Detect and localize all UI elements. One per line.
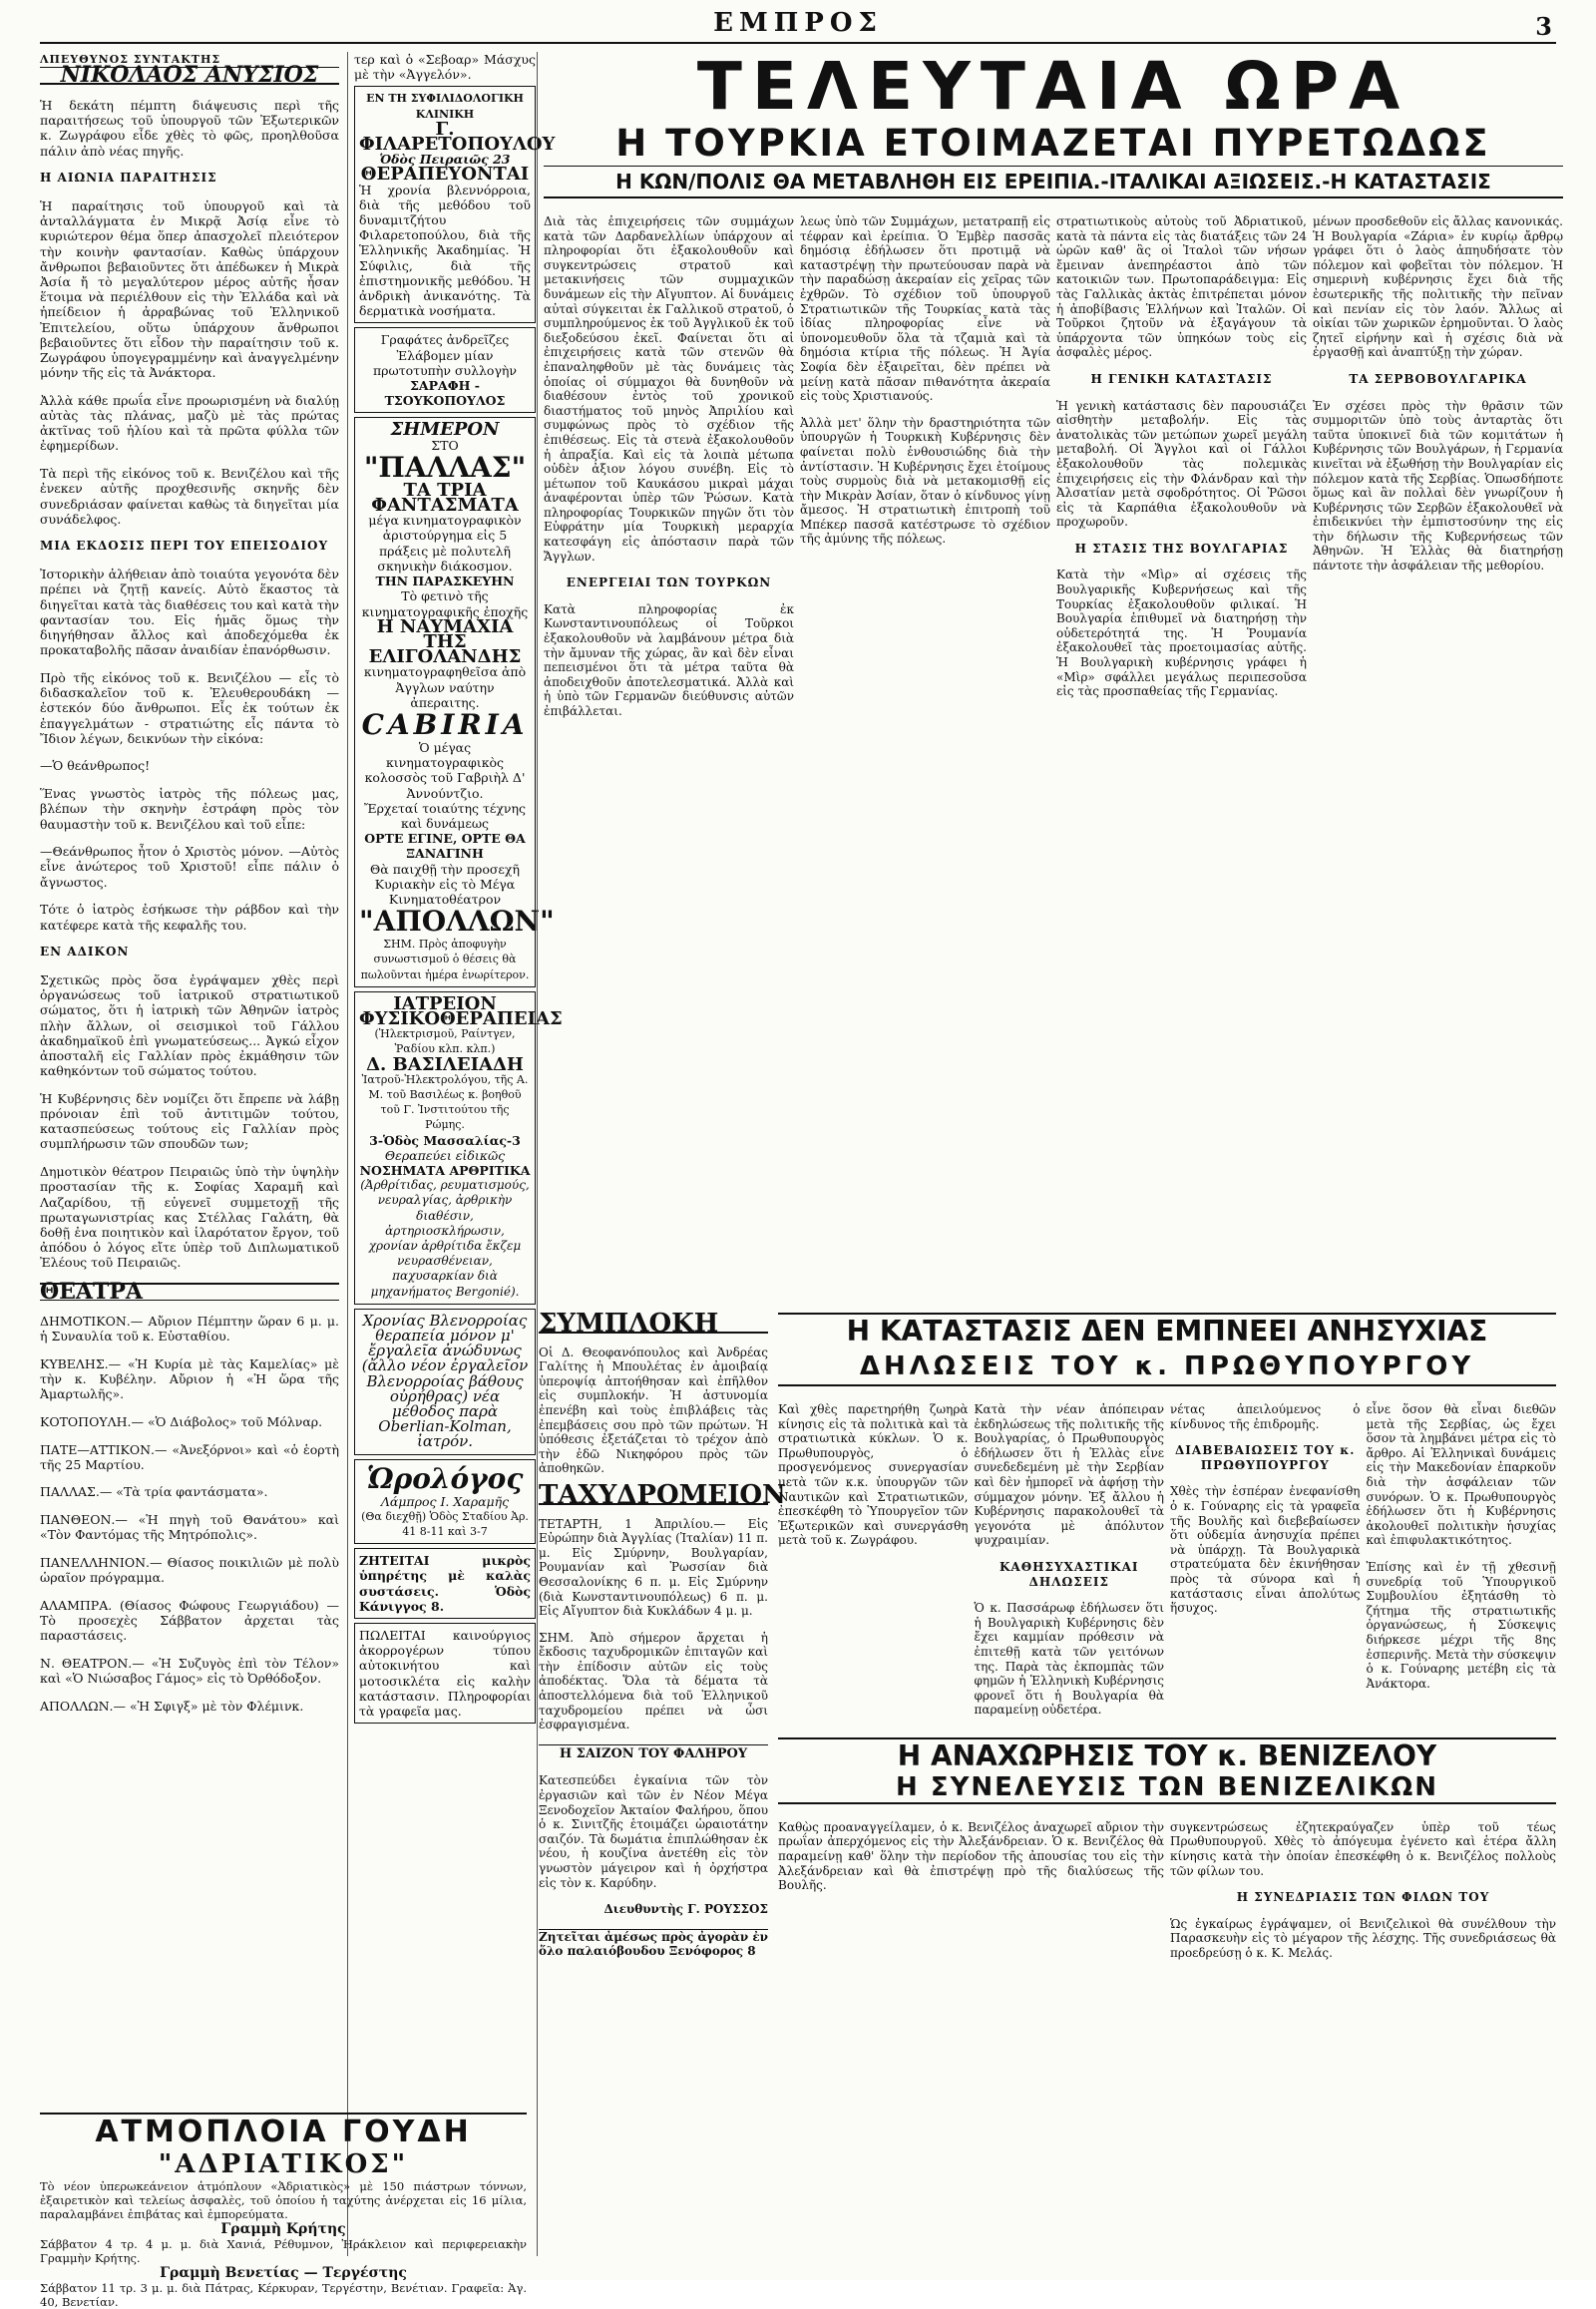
theatre-item: Ν. ΘΕΑΤΡΟΝ.— «Ἡ Συζυγὸς ἐπὶ τὸν Τέλον» καὶ «Ὁ Νιώσαβος Γάμος» εἰς τὸ Ὀρθόδοξον. (40, 1656, 339, 1687)
paragraph: Χθὲς τὴν ἑσπέραν ἐνεφανίσθη ὁ κ. Γούναρης εἰς τὰ γραφεῖα τῆς Βουλῆς καὶ διεβεβαίωσεν ὅτι οὐδεμία ἀνησυχία πρέπει νὰ ὑπάρχῃ. Τὰ Βουλγαρικὰ στρατεύματα δὲν ἐκινήθησαν πρὸς τὰ σύνορα καὶ ἡ κατάστασις εἶναι ἀπολύτως ἥσυχος. (1170, 1484, 1361, 1616)
today-label: ΣΗΜΕΡΟΝ (390, 419, 500, 441)
theatre-item: ΑΛΑΜΠΡΑ. (Θίασος Φώφους Γεωργιάδου) —Τὸ προσεχὲς Σάββατον ἀρχεται τὰς παραστάσεις. (40, 1597, 339, 1644)
doctor-text: Ἰατροῦ-Ἠλεκτρολόγου, τῆς Α. Μ. τοῦ Βασιλέως κ. βοηθοῦ τοῦ Γ. Ἰνστιτούτου τῆς Ρώμης. (361, 1072, 529, 1132)
pm-section (778, 1313, 1556, 1973)
iatreion: ΙΑΤΡΕΙΟΝ (393, 992, 497, 1014)
subhead: ΕΝ ΑΔΙΚΟΝ (40, 945, 130, 960)
theatre-item: ΚΟΤΟΠΟΥΛΗ.— «Ὁ Διάβολος» τοῦ Μόλναρ. (40, 1413, 323, 1429)
paragraph: Κατὰ τὴν «Μὶρ» αἱ σχέσεις τῆς Βουλγαρικῆς Κυβερνήσεως καὶ τῆς Τουρκίας ἐξακολουθοῦν φιλικαί. Ἡ Βουλγαρία ἐπιθυμεῖ νὰ διατηρήσῃ τὴν οὐδετερότητά της. Ἡ Ῥουμανία ἐξακολουθεῖ τὰς προετοιμασίας αὐτῆς. Ἡ Βουλγαρικὴ κυβέρνησις γράφει ἡ «Μὶρ» σφάλλει μεγάλως περιπεσοῦσα εἰς τὰς προσπαθείας τῆς Γερμανίας. (1056, 568, 1307, 699)
paragraph: Δημοτικὸν θέατρον Πειραιῶς ὑπὸ τὴν ὑψηλὴν προστασίαν τῆς κ. Σοφίας Χαραμῆ καὶ Λαζαρίδου, τῇ εὐγενεῖ συμμετοχῇ τῆς πρωταγωνιστρίας κας Στέλλας Γαλάτη, θὰ δοθῇ ἐνα ποιητικὸν καὶ ἱλαρότατον ἔργον, τοῦ ἀπόδου ὁ λόγος εἴτε ὑπὲρ τοῦ Διπλωματικοῦ Ἐλέους τοῦ Πειραιῶς. (40, 1164, 339, 1271)
venizelos-heading: Η ΑΝΑΧΩΡΗΣΙΣ ΤΟΥ κ. ΒΕΝΙΖΕΛΟΥ (778, 1737, 1556, 1772)
watch-name: Λάμπρος Ι. Χαραμῆς (380, 1493, 510, 1509)
subhead: ΤΑ ΣΕΡΒΟΒΟΥΛΓΑΡΙΚΑ (1349, 371, 1527, 386)
route1-title: Γραμμὴ Κρήτης (220, 2221, 346, 2237)
theatre-item: ΑΠΟΛΛΩΝ.— «Ἡ Σφιγξ» μὲ τὸν Φλέμινκ. (40, 1698, 304, 1714)
misc-column (539, 1309, 786, 1971)
page-number: 3 (1535, 12, 1552, 41)
pallas-title: "ΠΑΛΛΑΣ" (363, 450, 527, 484)
author-name: ΝΙΚΟΛΑΟΣ ΑΝΥΣΙΟΣ (40, 68, 339, 85)
clinic-address: Ὁδὸς Πειραιῶς 23 (379, 152, 511, 168)
clinic-cure: ΘΕΡΑΠΕΥΟΝΤΑΙ (360, 164, 530, 186)
paragraph: Πρὸ τῆς εἰκόνος τοῦ κ. Βενιζέλου — εἶς τὸ διδασκαλεῖον τοῦ κ. Ἐλευθερουδάκη — ἐστεκόν δύο ἄνθρωποι. Εἶς ἐκ τούτων ἐκ ἐπαγγελμάτων - στρατιώτης εἶς πάντα τὸ Ἴδιον λέγων, δεικνύων τὴν εἰκόνα: (40, 669, 339, 746)
clinic-text: Ἡ χρονία βλεννόρροια, διὰ τῆς μεθόδου τοῦ δυναμιτζήτου Φιλαρετοπούλου, διὰ τῆς Ἑλληνικῆς Ἀκαδημίας. Ἡ Σύφιλις, διὰ τῆς ἐπιστημονικῆς μεθόδου. Ἡ ἀνδρικὴ ἀνικανότης. Τὰ δερματικὰ νοσήματα. (359, 182, 531, 319)
society-ad (354, 327, 536, 413)
paragraph: Ἕνας γνωστὸς ἰατρὸς τῆς πόλεως μας, βλέπων τὴν σκηνὴν ἐστράφη πρὸς τὸν θαυμαστὴν τοῦ κ. Βενιζέλου καὶ τοῦ εἶπε: (40, 786, 339, 832)
watch-title: Ὡρολόγος (366, 1461, 524, 1495)
society-text: Γραφάτες ἀνδρεῖζες Ἐλάβομεν μίαν πρωτοτυπὴν συλλογὴν (372, 332, 518, 378)
paragraph: —Ὁ θεάνθρωπος! (40, 758, 151, 774)
paragraph: Ἀλλὰ μετ' ὅλην τὴν δραστηριότητα τῶν ὑπουργῶν ἡ Τουρκικὴ Κυβέρνησις δὲν φαίνεται πολὺ ἐνθουσιώδης διὰ τὴν ἀντίστασιν. Ἡ Κυβέρνησις ἔχει ἑτοίμους τοὺς συρμοὺς διὰ νὰ μετακομισθῇ εἰς τὴν Μικρὰν Ἀσίαν, ὅταν ὁ κίνδυνος γίνῃ ἄμεσος. Ἡ στρατιωτικὴ ἐπιτροπὴ τοῦ Μπέκερ πασσᾶ κατέστρωσε τὸ σχέδιον τῆς ἀμύνης τῆς πόλεως. (800, 415, 1050, 547)
shipping-line2: "ΑΔΡΙΑΤΙΚΟΣ" (158, 2149, 409, 2179)
paragraph: Διὰ τὰς ἐπιχειρήσεις τῶν συμμάχων κατὰ τῶν Δαρδανελλίων ὑπάρχουν αἱ πληροφορίαι ὅτι ἐξακολουθοῦν καὶ συγκεντρώσεις στρατοῦ καὶ μετακινήσεις τῶν συμμαχικῶν δυνάμεων εἰς τὴν Αἴγυπτον. Αἱ δυνάμεις αὐταὶ σύγκειται ἐκ Γαλλικοῦ στρατοῦ, ὁ συμπληρούμενος ἐκ τοῦ Ἀγγλικοῦ ἐκ τοῦ διεξοδεύσου ἐκεῖ. Φαίνεται ὅτι αἱ ἐπιχειρήσεις κατὰ τῶν στενῶν θὰ ἐπαναληφθοῦν μὲ τὰς δυνάμεις τὰς ὁποίας οἱ σύμμαχοι θὰ δυνηθοῦν νὰ διαθέσουν ἐντὸς τοῦ χρονικοῦ διαστήματος τοῦ μηνὸς Ἀπριλίου καὶ συμφώνως πρὸς τὸ σχέδιον τῆς ἐπιθέσεως. Εἰς τὰ στενὰ ἐξακολουθοῦν ἡ ἀπραξία. Καὶ εἰς τὰ λοιπὰ μέτωπα οὐδὲν ἀξιον λόγου συνέβη. Εἰς τὸ μέτωπον τοῦ Καυκάσου μικραὶ μάχαι ἀναφέρονται ὑπὲρ τῶν Ῥώσων. Κατὰ πληροφορίας Τουρκικῶν πηγῶν ὅτι τὸν Εὐφράτην μία Τουρκικὴ μεραρχία κατεσφάγη εἰς ἀπόστασιν παρὰ τῶν Ἄγγλων. (544, 214, 794, 564)
venizelos-column-1 (778, 1808, 1164, 1973)
theatre-heading: ΘΕΑΤΡΑ (40, 1283, 339, 1301)
paragraph: νέτας ἀπειλούμενος ὁ κίνδυνος τῆς ἐπιδρομῆς. (1170, 1402, 1361, 1431)
subhead: ΜΙΑ ΕΚΔΟΣΙΣ ΠΕΡΙ ΤΟΥ ΕΠΕΙΣΟΔΙΟΥ (40, 539, 329, 554)
subhead: ΕΝΕΡΓΕΙΑΙ ΤΩΝ ΤΟΥΡΚΩΝ (566, 576, 772, 590)
watch-address: (Θα διεχθῇ) Ὁδὸς Σταδίου Ἀρ. 41 8-11 καὶ 3-7 (361, 1509, 529, 1539)
pallas-text: μέγα κινηματογραφικὸν ἀριστούργημα εἰς 5 πράξεις μὲ πολυτελῆ σκηνικὴν διάκοσμον. (368, 513, 522, 574)
venizelos-columns (778, 1808, 1556, 1973)
masthead (40, 8, 1556, 44)
column-left (40, 52, 339, 2256)
subhead: Η ΑΙΩΝΙΑ ΠΑΡΑΙΤΗΣΙΣ (40, 171, 217, 186)
paragraph: Ἀλλὰ κάθε πρωΐα εἶνε προωρισμένη νὰ διαλύῃ αὐτὰς τὰς πλάνας, μαζὺ μὲ τὰς πρώτας ἀκτῖνας τοῦ ἡλίου καὶ τὰ πρῶτα φύλλα τῶν ἐφημερίδων. (40, 392, 339, 454)
pm-heading: Η ΚΑΤΑΣΤΑΣΙΣ ΔΕΝ ΕΜΠΝΕΕΙ ΑΝΗΣΥΧΙΑΣ (778, 1313, 1556, 1348)
therapy-label: Θεραπεύει εἰδικῶς (384, 1147, 506, 1163)
cabiria-title: CABIRIA (361, 707, 529, 741)
symploki-title: ΣΥΜΠΛΟΚΗ (539, 1317, 768, 1334)
pallas-prefix: ΣΤΟ (431, 437, 459, 453)
paragraph: ΤΕΤΑΡΤΗ, 1 Ἀπριλίου.— Εἰς Εὐρώπην διὰ Ἀγγλίας (Ἰταλίαν) 11 π. μ. Εἰς Σμύρνην, Βουλγαρίαν, Ρουμανίαν καὶ Ῥωσσίαν διὰ Θεσσαλονίκης 6 π. μ. Εἰς Σμύρνην (διὰ Κωνσταντινουπόλεως) 6 π. μ. Εἰς Αἴγυπτον διὰ Κυκλάδων 4 μ. μ. (539, 1516, 768, 1619)
paragraph: Κατεσπεύδει ἐγκαίνια τῶν τὸν ἐργασιῶν καὶ τῶν ἐν Νέον Μέγα Ξενοδοχεῖον Ἀκταίον Φαλήρου, ὅπου ὁ κ. Σινιτζῆς ἑτοιμάζει ὡραιοτάτην σαιζόν. Τὰ δωμάτια ἐπιπλώθησαν ἐκ νέου, ἡ κουζίνα ἀνετέθη εἰς τὸν γνωστὸν μάγειρον καὶ ἡ ὀρχήστρα εἰς τὸν κ. Καρύδην. (539, 1773, 768, 1890)
shipping-line1: ΑΤΜΟΠΛΟΙΑ ΓΟΥΔΗ (95, 2115, 472, 2149)
route2-title: Γραμμὴ Βενετίας — Τεργέστης (160, 2265, 407, 2281)
paragraph: Κατὰ τὴν νέαν ἀπόπειραν ἐκδηλώσεως τῆς πολιτικῆς τῆς Βουλγαρίας, ὁ Πρωθυπουργὸς ἐδήλωσεν ὅτι ἡ Ἑλλὰς εἶνε συνεδεδεμένη μὲ τὴν Σερβίαν καὶ δὲν ἠμπορεῖ νὰ ἀφήσῃ τὴν σύμμαχον μόνην. Ἐξ ἄλλου ἡ Κυβέρνησις παρακολουθεῖ τὰ γεγονότα μὲ ἀπόλυτον ψυχραιμίαν. (974, 1402, 1164, 1548)
theatre-list (40, 1314, 339, 1714)
physio-title: ΦΥΣΙΚΟΘΕΡΑΠΕΙΑΣ (359, 1007, 563, 1029)
sell-text: ΠΩΛΕΙΤΑΙ καινούργιος ἀκορρογέρων τύπου αὐτοκινήτου καὶ μοτοσικλέτα εἰς καλὴν κατάστασιν. Πληροφορίαι τὰ γραφεῖα μας. (359, 1628, 531, 1720)
subhead: Η ΓΕΝΙΚΗ ΚΑΤΑΣΤΑΣΙΣ (1090, 371, 1273, 386)
cabiria-text: Ὁ μέγας κινηματογραφικὸς κολοσσὸς τοῦ Γαβριὴλ Δ' Ἀννούντζιο. (364, 739, 526, 801)
paragraph: λεως ὑπὸ τῶν Συμμάχων, μετατραπῇ εἰς τέφραν καὶ ἐρείπια. Ὁ Ἐμβὲρ πασσᾶς δημόσιᾳ ἐδήλωσεν ὅτι προτιμᾷ νὰ καταστρέψῃ τὴν πρωτεύουσαν παρὰ νὰ τὴν παραδώσῃ ἀκεραίαν εἰς χεῖρας τῶν ἐχθρῶν. Τὸ σχέδιον τοῦ ὑπουργοῦ Στρατιωτικῶν τῆς Τουρκίας κατὰ τὰς ἰδίας πληροφορίας εἶνε νὰ ὑπονομευθοῦν ὅλα τὰ τζαμιὰ καὶ τὰ δημόσια κτίρια τῆς πόλεως. Ἡ Ἁγία Σοφία δὲν ἐξαιρεῖται, δὲν πρέπει νὰ μείνῃ κατὰ πᾶσαν πιθανότητα ἀκεραία εἰς τοὺς Χριστιανούς. (800, 214, 1050, 404)
orte-text: Ἔρχεταί τοιαύτης τέχνης καὶ δυνάμεως (363, 800, 527, 831)
paragraph: ΣΗΜ. Ἀπὸ σήμερον ἄρχεται ἡ ἔκδοσις ταχυδρομικῶν ἐπιταγῶν καὶ τὴν ἐπίδοσιν αὐτῶν εἰς τοὺς ἀποδέκτας. Ὅλα τὰ δέματα τὰ ἀποστελλόμενα διὰ τοῦ Ἑλληνικοῦ ταχυδρομείου πρέπει νὰ ὦσι ἐσφραγισμένα. (539, 1630, 768, 1732)
news-column-b (800, 202, 1050, 731)
physio-sub: (Ἠλεκτρισμοῦ, Ραίντγεν, Ῥαδίου κλπ. κλπ.) (374, 1027, 516, 1056)
subhead: ΔΙΑΒΕΒΑΙΩΣΕΙΣ ΤΟΥ κ. ΠΡΩΘΥΠΟΥΡΓΟΥ (1175, 1443, 1356, 1472)
friday-label: ΤΗΝ ΠΑΡΑΣΚΕΥΗΝ (375, 574, 515, 589)
paragraph: Ἡ παραίτησις τοῦ ὑπουργοῦ καὶ τὰ ἀνταλλάγματα ἐν Μικρᾷ Ἀσίᾳ εἶνε τὸ κυριώτερον θέμα ὅπερ ἀπασχολεῖ πλειότερον τὴν κοινὴν φαντασίαν. Καθὼς ὑπάρχουν ἄνθρωποι βεβαιοῦντες ὅτι ἀπέδωκεν ἡ Μικρὰ Ἀσία ἤ τὸ μεγαλύτερον μέρος αὐτῆς ἦσαν ἕτοιμα νὰ περιέλθουν εἰς τὴν Ἑλλάδα καὶ νὰ ἠπείδειον ἡ ἀρραβώνας τοῦ Ἑλληνικοῦ Ἐπιτελείου, οὕτω ὑπάρχουν ἄνθρωποι βεβαιοῦντες ὅτι εἶδον τὴν παραίτησιν τοῦ κ. Ζωγράφου ὑπογεγραμμένην καὶ ἀναγγελμένην μόνην τῆς εἰς τὰ Ἀνάκτορα. (40, 197, 339, 381)
news-column-a (544, 202, 794, 731)
seek-ad (354, 1548, 536, 1619)
seek-text: ΖΗΤΕΙΤΑΙ μικρὸς ὑπηρέτης μὲ καλὰς συστάσεις. Ὁδὸς Κάνιγγος 8. (359, 1553, 531, 1614)
subhead: Η ΣΥΝΕΔΡΙΑΣΙΣ ΤΩΝ ΦΙΛΩΝ ΤΟΥ (1236, 1890, 1490, 1905)
wanted-ad: Ζητεῖται ἀμέσως πρὸς ἀγορὰν ἐν ὅλο παλαιόβουδου Ξενόφορος 8 (539, 1929, 768, 1959)
vleno-text: Χρονίας Βλενορροίας θεραπεία μόνον μ' ἔργαλεῖα ἀνώδυνως (ἄλλο νέον ἐργαλεῖον Βλενορροίας βάθους οὐρήθρας) νέα μέθοδος παρὰ Oberlian-Kolman, ἰατρόν. (361, 1311, 529, 1451)
paragraph: Ἡ Κυβέρνησις δὲν νομίζει ὅτι ἔπρεπε νὰ λάβῃ πρόνοιαν ἐπὶ τοῦ ἀντιτιμῶν τούτου, κατασπεύσεως τούτους εἰς Γαλλίαν πρὸς συμπλήρωσιν τῶν σπουδῶν των; (40, 1090, 339, 1152)
paragraph: εἶνε ὅσον θὰ εἶναι διεθῶν μετὰ τῆς Σερβίας, ὡς ἔχει ὅσον τὰ λημβάνει μέτρα εἰς τὸ ἄρθρο. Αἱ Ἑλληνικαὶ δυνάμεις εἰς τὴν Μακεδονίαν ἐπαρκοῦν διὰ τὴν ἀσφάλειαν τῶν συνόρων. Ὁ κ. Πρωθυπουργὸς ἐδήλωσεν ὅτι ἡ Κυβέρνησις ἀκολουθεῖ πολιτικὴν ἡσυχίας καὶ ἐπιφυλακτικότητος. (1366, 1402, 1556, 1548)
ad-top-text: τερ καὶ ὁ «Σεβοαρ» Μάσχυς μὲ τὴν «Ἀγγελόν». (354, 52, 536, 83)
section-label: ΛΠΕΥΘΥΝΟΣ ΣΥΝΤΑΚΤΗΣ (40, 52, 339, 68)
theatre-item: ΠΑΝΘΕΟΝ.— «Ἡ πηγὴ τοῦ Θανάτου» καὶ «Τὸν Φαντόμας τῆς Μητρόπολις». (40, 1512, 339, 1543)
column-ads (347, 52, 563, 2256)
venizelos-column-2 (1170, 1808, 1556, 1973)
apollon-text: Θὰ παιχθῇ τὴν προσεχῆ Κυριακὴν εἰς τὸ Μέγα Κινηματοθέατρον (370, 861, 520, 907)
pm-column-4 (1367, 1390, 1557, 1730)
watch-ad (354, 1459, 536, 1545)
disease-title: ΝΟΣΗΜΑΤΑ ΑΡΘΡΙΤΙΚΑ (359, 1163, 531, 1178)
faliro-title: Η ΣΑΙΖΟΝ ΤΟΥ ΦΑΛΗΡΟΥ (539, 1744, 768, 1762)
paragraph: στρατιωτικοὺς αὐτοὺς τοῦ Ἀδριατικοῦ, κατὰ τὰ πάντα εἰς τὰς διατάξεις τῶν 24 ὡρῶν καθ' ἃς οἱ Ἰταλοὶ τῶν νήσων ἔμειναν ἀνεπηρέαστοι ἀπὸ τῶν κατοικιῶν των. Πρωτοπαράδειγμα: Εἰς τὰς Γαλλικὰς ἀκτὰς ἐπιτρέπεται μόνον ἡ ἀποβίβασις Ἑλλήνων καὶ Ἰταλῶν. Οἱ Τοῦρκοι ζητοῦν νὰ ἐξαγάγουν τὰ ὑπάρχοντα τῶν ὑπηκόων τοὺς εἰς ἀσφαλὲς μέρος. (1056, 214, 1307, 360)
paragraph: Τὰ περὶ τῆς εἰκόνος τοῦ κ. Βενιζέλου καὶ τῆς ἐνεκεν αὐτῆς προχθεσινῆς σκηνῆς δὲν συνεδριάσαν φαίνεται καθὼς τὰ διηγεῖται μία συνάδελφος. (40, 466, 339, 527)
paragraph: Καὶ χθὲς παρετηρήθη ζωηρὰ κίνησις εἰς τὰ πολιτικὰ καὶ τὰ στρατιωτικὰ κύκλων. Ὁ κ. Πρωθυπουργὸς, ὁ προσγενόμενος συνεργασίαν μετὰ τῶν κ.κ. ὑπουργῶν τῶν Ναυτικῶν καὶ Στρατιωτικῶν, ἐπεσκέφθη τὸ Ὑπουργεῖον τῶν Ἐξωτερικῶν καὶ συνεργάσθη μετὰ τοῦ κ. Ζωγράφου. (778, 1402, 969, 1548)
headline-main: ΤΕΛΕΥΤΑΙΑ ΩΡΑ (696, 48, 1410, 125)
doctor-address: 3-Ὁδὸς Μασσαλίας-3 (369, 1132, 521, 1148)
pm-subheading: ΔΗΛΩΣΕΙΣ ΤΟΥ κ. ΠΡΩΘΥΠΟΥΡΓΟΥ (778, 1348, 1556, 1386)
news-columns (544, 202, 1563, 731)
paragraph: Ἡ γενικὴ κατάστασις δὲν παρουσιάζει αἰσθητὴν μεταβολήν. Εἰς τὰς ἀνατολικὰς τῶν μετώπων χωρεῖ μεγάλη μεταβολή. Οἱ Ἄγγλοι καὶ οἱ Γάλλοι ἐξακολουθοῦν τὰς πολεμικὰς ἐπιχειρήσεις εἰς τὴν Φλάνδραν καὶ τὴν Ἀλσατίαν μετὰ σφοδρότητος. Οἱ Ῥῶσοι εἰς τὰ Καρπάθια ἐξακολουθοῦν νὰ προχωροῦν. (1056, 398, 1307, 530)
pm-columns (778, 1390, 1556, 1730)
pm-column-3 (1170, 1390, 1361, 1730)
subhead: ΚΑΘΗΣΥΧΑΣΤΙΚΑΙ ΔΗΛΩΣΕΙΣ (998, 1559, 1139, 1589)
paragraph: Ἐν σχέσει πρὸς τὴν θρᾶσιν τῶν συμμοριτῶν ὑπὸ τοὺς ἀνταρτὰς ὅτι ταῦτα ὑποκινεῖ διὰ τῶν κομιτάτων ἡ Κυβέρνησις τῶν Βουλγάρων, ἡ Γερμανία κινεῖται νὰ ἐξωθήσῃ τὴν Βουλγαρίαν εἰς πόλεμον κατὰ τῆς Σερβίας. Ὁπωσδήποτε ὅμως καὶ ἂν πολλαὶ δὲν γνωρίζουν ἡ Κυβέρνησις τῶν Σερβῶν ἐξακολουθεῖ νὰ ἐπιδεικνύει τὴν ἐμπιστοσύνην της εἰς τὴν δήλωσιν τῆς Κυβερνήσεως τῶν Ἀθηνῶν. Ἡ Ἑλλὰς θὰ διατηρήσῃ πάντοτε τὴν ἀσφάλειαν τῆς μεθορίου. (1313, 398, 1563, 574)
paragraph: μένων προσδεθοῦν εἰς ἄλλας κανονικάς. Ἡ Βουλγαρία «Ζάρια» ἐν κυρίῳ ἄρθρῳ γράφει ὅτι ὁ λαὸς ἀπηυδήσατε τὸν πόλεμον καὶ φοβεῖται τὸν πόλεμον. Ἡ σημερινὴ κυβέρνησις ἔχει διὰ τῆς ἐσωτερικῆς τῆς πολιτικῆς τὴν πεῖναν καὶ πενίαν εἰς τὸν λαόν. Ἄλλως αἱ οἰκίαι τῶν χωρικῶν ἐρημοῦνται. Ὁ λαὸς ζητεῖ εἰρήνην καὶ ἡ σχέσις διὰ νὰ ἐργασθῇ καὶ ἀναπτύξῃ τὴν χώραν. (1313, 214, 1563, 360)
paragraph: συγκεντρώσεως ἐζητεκραύγαζεν ὑπὲρ τοῦ τέως Πρωθυπουργοῦ. Χθὲς τὸ ἀπόγευμα ἐγένετο καὶ ἑτέρα ἄλλη κίνησις κατὰ τὴν ὁποίαν ἐπεσκέφθη ὁ κ. Βενιζέλος πολλοὺς τῶν φίλων του. (1170, 1819, 1556, 1878)
route1-text: Σάββατον 4 τρ. 4 μ. μ. διὰ Χανιά, Ρέθυμνον, Ἡράκλειον καὶ περιφερειακὴν Γραμμὴν Κρήτης. (40, 2237, 527, 2265)
paragraph: —Θεάνθρωπος ἦτον ὁ Χριστὸς μόνον. —Αὐτὸς εἶνε ἀνώτερος τοῦ Χριστοῦ! εἶπε πάλιν ὁ ἄγνωστος. (40, 844, 339, 890)
shipping-text: Τὸ νέον ὑπερωκεάνειον ἀτμόπλουν «Ἀδριατικὸς» μὲ 150 πιάστρων τόννων, ἐξαιρετικὸν καὶ τελείως ἀσφαλὲς, τοῦ ὁποίου ἡ ταχύτης ἀνέρχεται εἰς 16 μίλια, παραλαμβάνει ἐπιβάτας καὶ ἐμπορεύματα. (40, 2179, 527, 2221)
venizelos-subheading: Η ΣΥΝΕΛΕΥΣΙΣ ΤΩΝ ΒΕΝΙΖΕΛΙΚΩΝ (778, 1772, 1556, 1804)
theatre-item: ΠΑΛΛΑΣ.— «Τὰ τρία φαντάσματα». (40, 1484, 268, 1500)
theatre-item: ΚΥΒΕΛΗΣ.— «Ἡ Κυρία μὲ τὰς Καμελίας» μὲ τὴν κ. Κυβέλην. Αὔριον ἡ «Ἡ ὥρα τῆς Ἀμαρτωλῆς». (40, 1355, 339, 1402)
paragraph: Οἱ Δ. Θεοφανόπουλος καὶ Ἀνδρέας Γαλίτης ἡ Μπουλέτας ἐν ἀμοιβαίᾳ ὑπεροψίᾳ ἀπτοήθησαν καὶ ἐπῆλθον εἰς συμπλοκήν. Ἡ ἀστυνομία ἐπενέβη καὶ τοὺς ἐπιβλάβεις τὰς ἐπεμβάσεις σου πρὸ τῶν πρώτων. Ἡ ὑπόθεσις ἐξετάζεται τὸ τρέχον ἀπὸ τὴν ἐδῶ Νικηφόρου πρὸς τῶν ἀποθηκῶν. (539, 1345, 768, 1476)
headline-tertiary: Η ΚΩΝ/ΠΟΛΙΣ ΘΑ ΜΕΤΑΒΛΗΘΗ ΕΙΣ ΕΡΕΙΠΙΑ.-ΙΤΑΛΙΚΑΙ ΑΞΙΩΣΕΙΣ.-Η ΚΑΤΑΣΤΑΣΙΣ (544, 167, 1563, 198)
sell-ad (354, 1623, 536, 1724)
news-column-c (1056, 202, 1307, 731)
post-title: ΤΑΧΥΔΡΟΜΕΙΟΝ (539, 1479, 786, 1510)
paragraph: Ἡ δεκάτη πέμπτη διάψευσις περὶ τῆς παραιτήσεως τοῦ ὑπουργοῦ τῶν Ἐξωτερικῶν κ. Ζωγράφου εἶδε χθὲς τὸ φῶς, προηλθοῦσα πάλιν ἀπὸ νέας πηγῆς. (40, 97, 339, 159)
paragraph: Κατὰ πληροφορίας ἐκ Κωνσταντινουπόλεως οἱ Τοῦρκοι ἐξακολουθοῦν νὰ λαμβάνουν μέτρα διὰ τὴν ἄμυναν τῆς χώρας, ἂν καὶ δὲν εἶναι πεπεισμένοι ὅτι τὰ μέτρα ταῦτα θὰ ἀποδειχθοῦν ἀποτελεσματικά. Ἀλλὰ καὶ ἡ ὑπὸ τῶν Γερμανῶν διεύθυνσις αὐτῶν ἐπιβάλλεται. (544, 601, 794, 718)
clinic-name: Γ. ΦΙΛΑΡΕΤΟΠΟΥΛΟΥ (359, 118, 556, 156)
apollon-note: ΣΗΜ. Πρὸς ἀποφυγὴν συνωστισμοῦ ὁ θέσεις θὰ πωλοῦνται ἡμέρα ἐνωρίτερον. (360, 938, 530, 981)
headline-secondary: Η ΤΟΥΡΚΙΑ ΕΤΟΙΜΑΖΕΤΑΙ ΠΥΡΕΤΩΔΩΣ (544, 122, 1563, 167)
route2-text: Σάββατον 11 τρ. 3 μ. μ. διὰ Πάτρας, Κέρκυραν, Τεργέστην, Βενέτιαν. Γραφεῖα: Ἀγ. 40, Βενετίαν. (40, 2281, 527, 2309)
clinic-ad (354, 86, 556, 323)
signature: Διευθυντὴς Γ. ΡΟΥΣΣΟΣ (603, 1902, 768, 1917)
paragraph: Ἰστορικὴν ἀλήθειαν ἀπὸ τοιαύτα γεγονότα δὲν πρέπει νὰ ζητῇ κανείς. Αὐτὸ ἕκαστος τὰ διηγεῖται κατὰ τὰς διαθέσεις του καὶ κατὰ τὴν φαντασίαν του. Εἰς ἡμᾶς ὅμως τὴν διηγήθησαν ἄλλος καὶ ἀποδεχόμεθα ἐκ προκαταβολῆς πᾶσαν ἀναιδίαν ἐπανόρθωσιν. (40, 567, 339, 658)
paragraph: Ὡς ἐγκαίρως ἐγράψαμεν, οἱ Βενιζελικοὶ θὰ συνέλθουν τὴν Παρασκευὴν εἰς τὸ μέγαρον τῆς λέσχης. Τῆς συνεδριάσεως θὰ προεδρεύσῃ ὁ κ. Κ. Μελάς. (1170, 1916, 1556, 1961)
naval-text: κινηματογραφηθεῖσα ἀπὸ Ἀγγλων ναύτην ἀπεραιτης. (363, 664, 527, 710)
theatre-item: ΠΑΤΕ—ΑΤΤΙΚΟΝ.— «Ἀνεξόρνοι» καὶ «ὁ ἑορτὴ τῆς 25 Μαρτίου. (40, 1441, 339, 1472)
naval-title: Η ΝΑΥΜΑΧΙΑ ΤΗΣ ΕΛΙΓΟΛΑΝΔΗΣ (368, 615, 522, 668)
friday-text: Τὸ φετινὸ τῆς κινηματογραφικῆς ἐποχῆς (361, 588, 529, 619)
pallas-ad (354, 417, 555, 986)
newspaper-title: ΕΜΠΡΟΣ (713, 8, 883, 38)
theatre-item: ΠΑΝΕΛΛΗΝΙΟΝ.— Θίασος ποικιλιῶν μὲ πολὺ ὡραῖον πρόγραμμα. (40, 1555, 339, 1586)
apollon-title: "ΑΠΟΛΛΩΝ" (359, 905, 555, 939)
paragraph: Σχετικῶς πρὸς ὅσα ἐγράψαμεν χθὲς περὶ ὀργανώσεως τοῦ ἰατρικοῦ στρατιωτικοῦ σώματος, ὅτι ἡ ἰατρικὴ τῶν Ἀθηνῶν ἰατρὸς πλὴν ἄλλων, οἱ σεισμικοὶ τοῦ Γάλλου ἀκαδημαϊκοῦ ἐπὶ γνωματεύσεως... Ἀγκώ εἶχον ἀποσταλῆ εἰς Γαλλίαν πρὸς ἐκμάθησιν τῶν καθηκόντων τοῦ σώματος τούτου. (40, 971, 339, 1079)
paragraph: Καθὼς προαναγγείλαμεν, ὁ κ. Βενιζέλος ἀναχωρεῖ αὔριον τὴν πρωΐαν ἀπερχόμενος εἰς τὴν Ἀλεξάνδρειαν. Ὁ κ. Βενιζέλος θὰ παραμείνῃ καθ' ὅλην τὴν περίοδον τῆς ἀπουσίας του εἰς τὴν Ἀλεξάνδρειαν καὶ θὰ ἐπιστρέψῃ πρὸ τῆς διαλύσεως τῆς Βουλῆς. (778, 1819, 1164, 1893)
paragraph: Ἐπίσης καὶ ἐν τῇ χθεσινῇ συνεδρίᾳ τοῦ Ὑπουργικοῦ Συμβουλίου ἐξητάσθη τὸ ζήτημα τῆς στρατιωτικῆς ὀργανώσεως, ἡ Σύσκεψις διήρκεσε μέχρι τῆς 8ης ἑσπερινῆς. Μετὰ τὴν σύσκεψιν ὁ κ. Γούναρης μετέβη εἰς τὰ Ἀνάκτορα. (1366, 1559, 1556, 1691)
pm-column-1 (778, 1390, 969, 1730)
pallas-film: ΤΑ ΤΡΙΑ ΦΑΝΤΑΣΜΑΤΑ (371, 479, 519, 517)
clinic-label: ΕΝ ΤΗ ΣΥΦΙΛΙΔΟΛΟΓΙΚΗ ΚΛΙΝΙΚΗ (366, 92, 524, 121)
shipping-ad (40, 2113, 527, 2309)
physio-ad (354, 991, 563, 1305)
doctor-name: Δ. ΒΑΣΙΛΕΙΑΔΗ (366, 1053, 524, 1075)
vleno-ad (354, 1309, 536, 1455)
pm-column-2 (975, 1390, 1165, 1730)
paragraph: Τότε ὁ ἰατρὸς ἐσήκωσε τὴν ράβδον καὶ τὴν κατέφερε κατὰ τῆς κεφαλῆς του. (40, 902, 339, 933)
society-name: ΣΑΡΑΦΗ - ΤΣΟΥΚΟΠΟΥΛΟΣ (384, 378, 506, 409)
theatre-item: ΔΗΜΟΤΙΚΟΝ.— Αὔριον Πέμπτην ὥραν 6 μ. μ. ἡ Συναυλία τοῦ κ. Εὐσταθίου. (40, 1313, 339, 1345)
disease-list: (Ἀρθρίτιδας, ρευματισμούς, νευραλγίας, ἀρθρικὴν διαθέσιν, ἀρτηριοσκλήρωσιν, χρονίαν ἀρθρίτιδα ἔκζεμ νευρασθένειαν, παχυσαρκίαν διὰ μηχανήματος Bergonié). (360, 1178, 530, 1299)
paragraph: Ὁ κ. Πασσάρωφ ἐδήλωσεν ὅτι ἡ Βουλγαρικὴ Κυβέρνησις δὲν ἔχει καμμίαν πρόθεσιν νὰ ἐπιτεθῇ κατὰ τῶν γειτόνων της. Παρὰ τὰς ἐκπομπὰς τῶν φημῶν ἡ Ἑλληνικὴ Κυβέρνησις φρονεῖ ὅτι ἡ Βουλγαρία θὰ παραμείνῃ οὐδετέρα. (974, 1601, 1164, 1718)
subhead: Η ΣΤΑΣΙΣ ΤΗΣ ΒΟΥΛΓΑΡΙΑΣ (1074, 541, 1289, 556)
news-column-d (1313, 202, 1563, 731)
orte-slogan: ΟΡΤΕ ΕΓΙΝΕ, ΟΡΤΕ ΘΑ ΞΑΝΑΓΙΝΗ (364, 831, 526, 862)
